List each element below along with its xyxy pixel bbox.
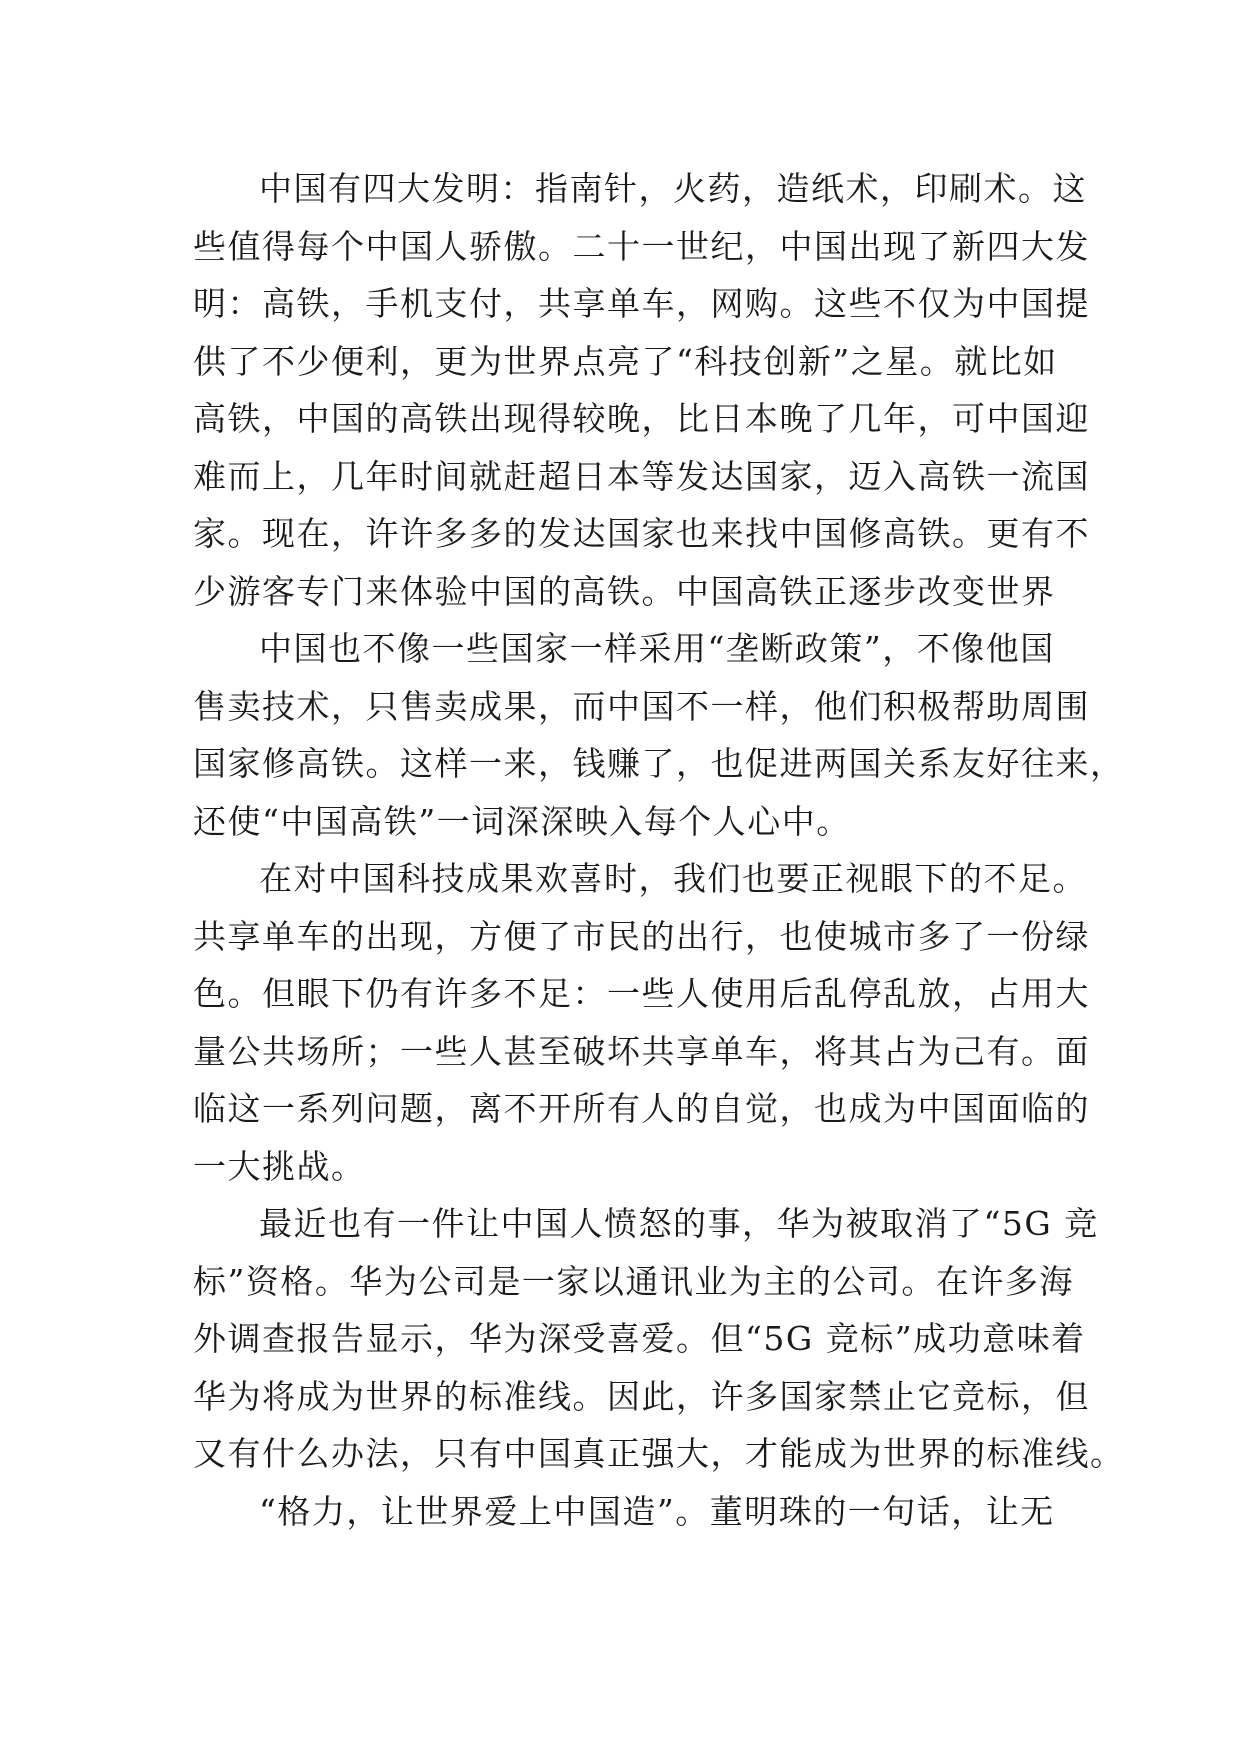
text-line: 临这一系列问题，离不开所有人的自觉，也成为中国面临的: [193, 1089, 1090, 1128]
text-line: 一大挑战。: [193, 1146, 366, 1186]
text-line: 共享单车的出现，方便了市民的出行，也使城市多了一份绿: [193, 916, 1090, 956]
text-line: “格力，让世界爱上中国造”。董明珠的一句话，让无: [259, 1491, 1055, 1531]
text-line: 中国有四大发明：指南针，火药，造纸术，印刷术。这: [259, 169, 1087, 208]
text-line: 售卖技术，只售卖成果，而中国不一样，他们积极帮助周围: [193, 686, 1090, 726]
text-line: 高铁，中国的高铁出现得较晚，比日本晚了几年，可中国迎: [193, 399, 1090, 438]
text-line: 又有什么办法，只有中国真正强大，才能成为世界的标准线。: [193, 1434, 1125, 1473]
text-line: 最近也有一件让中国人愤怒的事，华为被取消了“5G 竞: [259, 1204, 1099, 1243]
text-line: 中国也不像一些国家一样采用“垄断政策”，不像他国: [259, 629, 1055, 668]
text-line: 标”资格。华为公司是一家以通讯业为主的公司。在许多海: [193, 1261, 1074, 1301]
text-line: 国家修高铁。这样一来，钱赚了，也促进两国关系友好往来，: [193, 744, 1125, 783]
text-line: 些值得每个中国人骄傲。二十一世纪，中国出现了新四大发: [193, 226, 1090, 266]
text-line: 色。但眼下仍有许多不足：一些人使用后乱停乱放，占用大: [193, 974, 1090, 1013]
text-line: 少游客专门来体验中国的高铁。中国高铁正逐步改变世界: [193, 571, 1056, 611]
text-line: 家。现在，许许多多的发达国家也来找中国修高铁。更有不: [193, 514, 1090, 553]
text-line: 华为将成为世界的标准线。因此，许多国家禁止它竞标，但: [193, 1376, 1090, 1416]
text-line: 在对中国科技成果欢喜时，我们也要正视眼下的不足。: [259, 859, 1087, 898]
text-line: 外调查报告显示，华为深受喜爱。但“5G 竞标”成功意味着: [193, 1319, 1086, 1358]
body-text: [193, 160, 1125, 1540]
text-line: 量公共场所；一些人甚至破坏共享单车，将其占为己有。面: [193, 1031, 1090, 1071]
text-line: 明：高铁，手机支付，共享单车，网购。这些不仅为中国提: [193, 284, 1090, 323]
text-line: 供了不少便利，更为世界点亮了“科技创新”之星。就比如: [193, 341, 1058, 381]
text-line: 难而上，几年时间就赶超日本等发达国家，迈入高铁一流国: [193, 456, 1090, 496]
text-line: 还使“中国高铁”一词深深映入每个人心中。: [193, 801, 851, 841]
